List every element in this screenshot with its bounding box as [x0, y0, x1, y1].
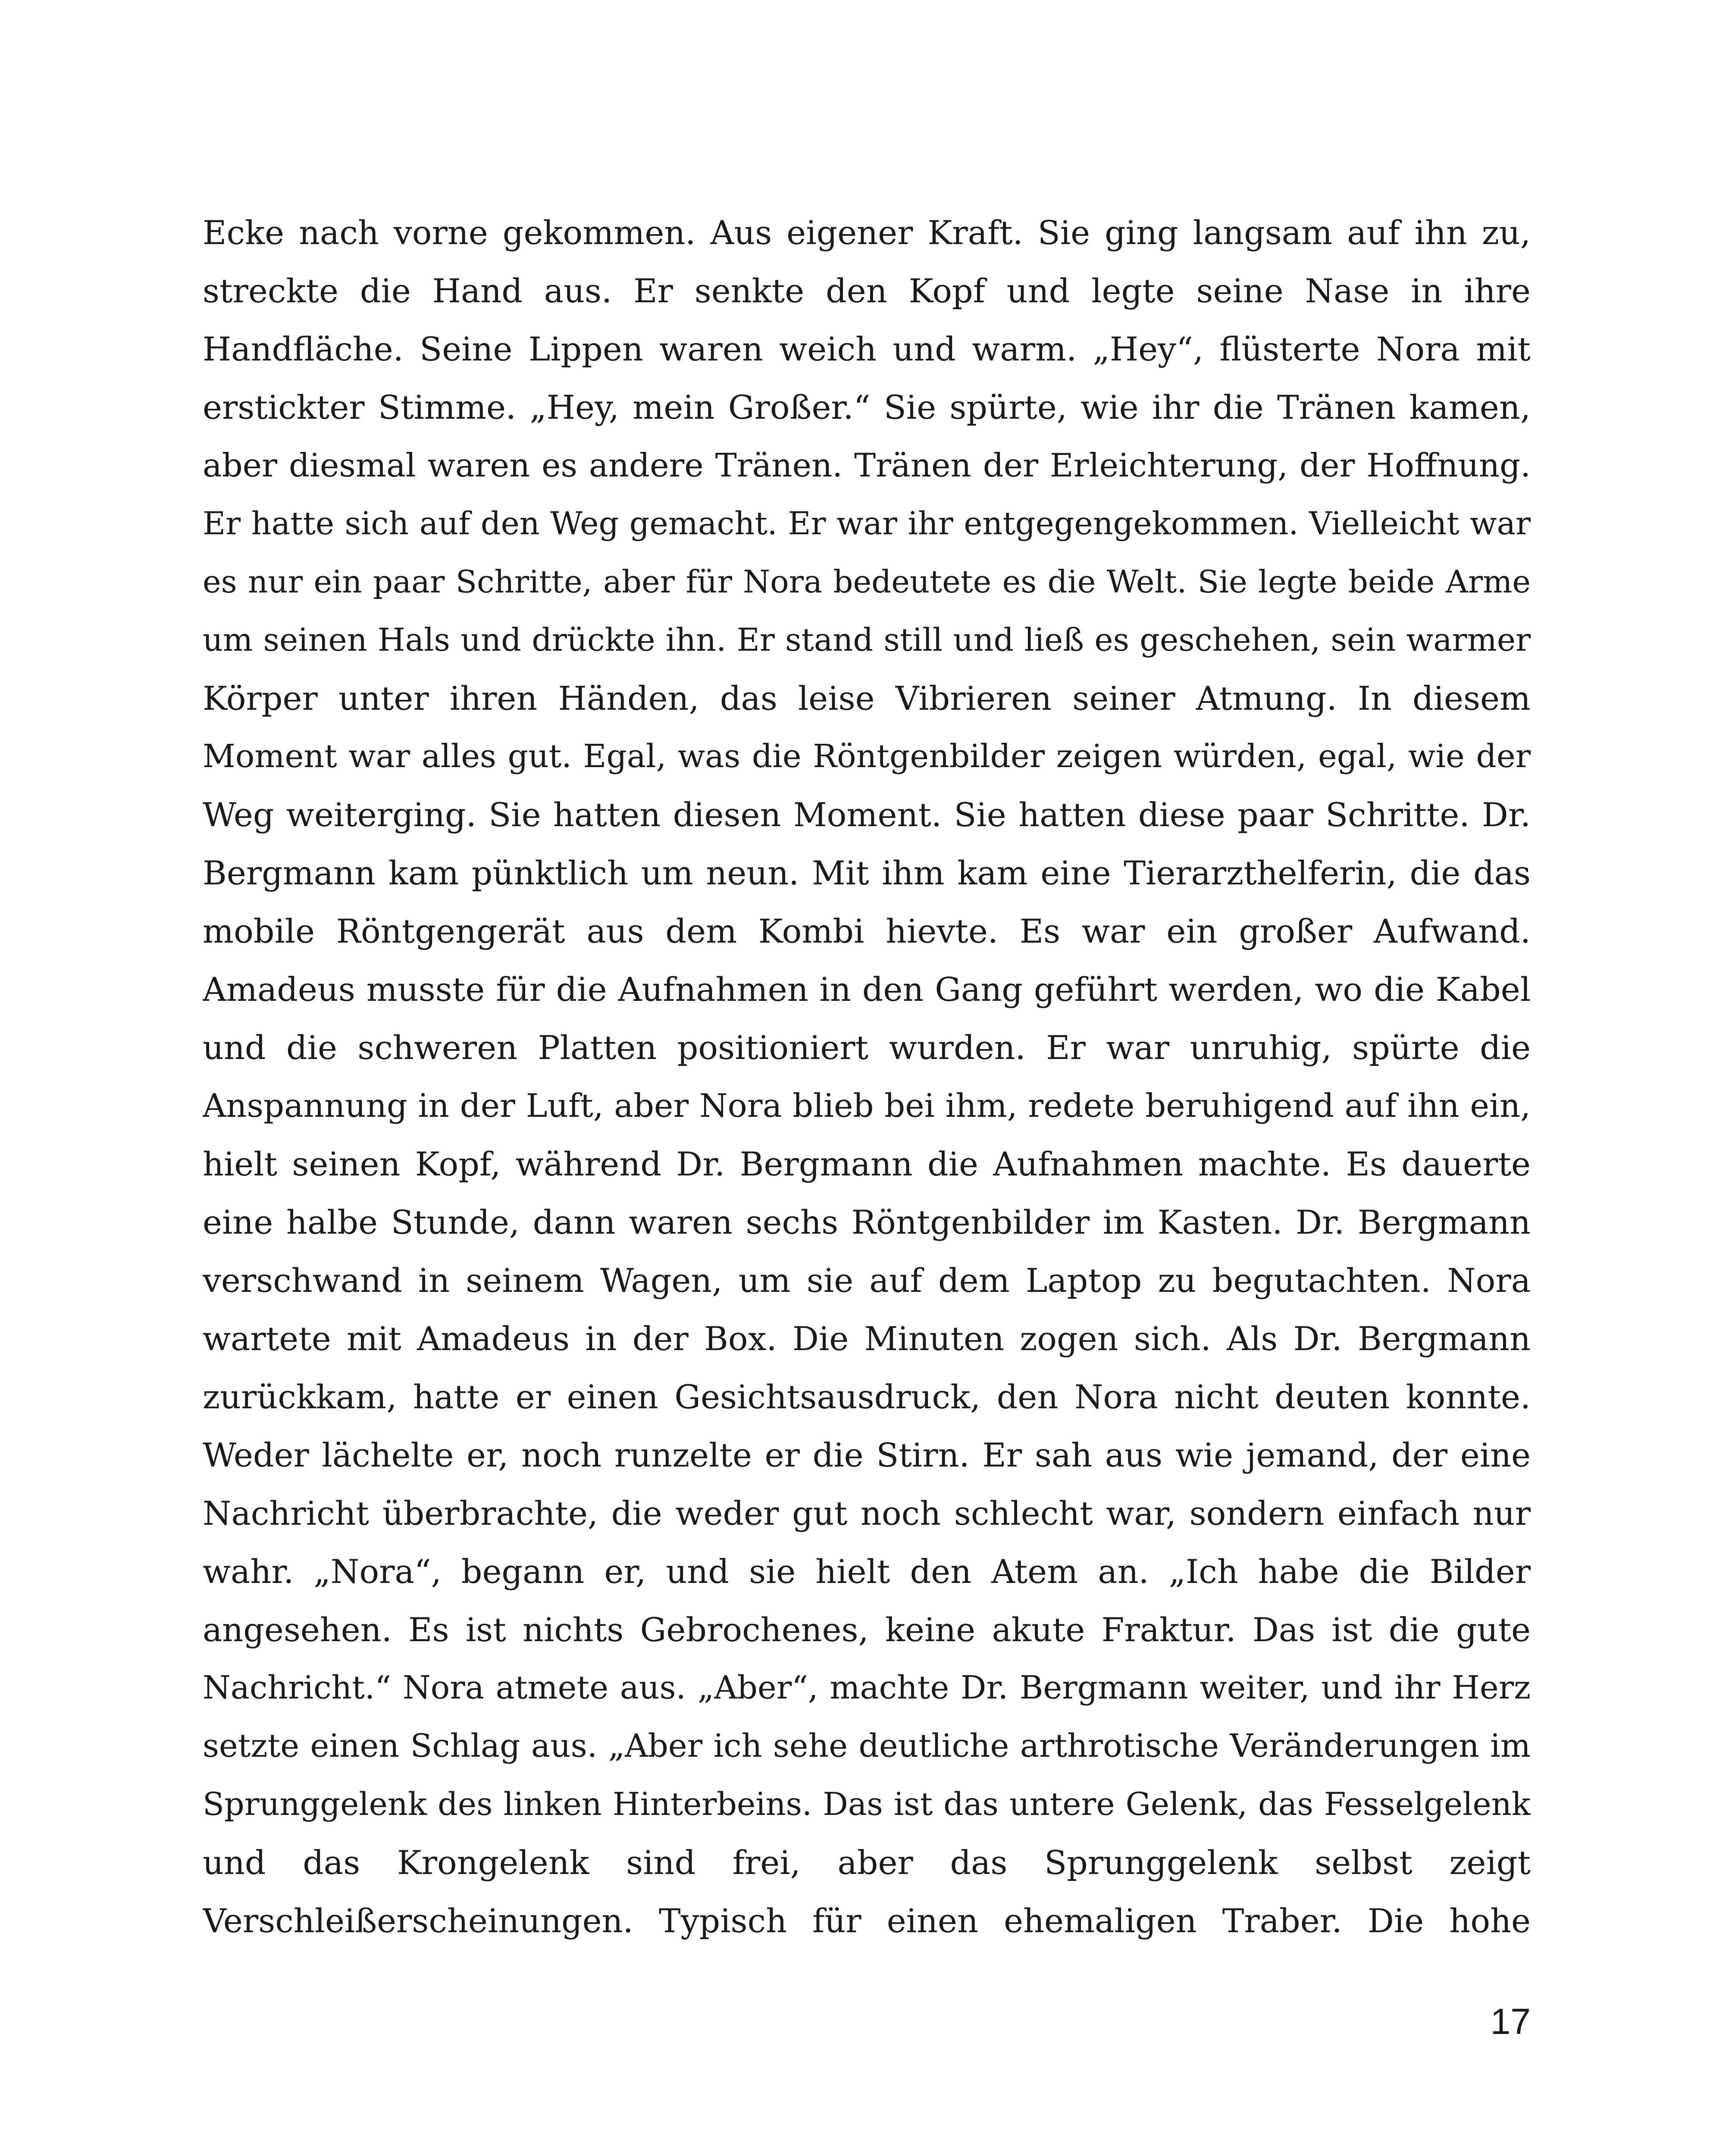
- text-line: mobile Röntgengerät aus dem Kombi hievte. Es war ein großer Aufwand.: [203, 912, 1531, 950]
- text-line: wartete mit Amadeus in der Box. Die Minuten zogen sich. Als Dr. Bergmann: [203, 1319, 1531, 1358]
- text-line: Er hatte sich auf den Weg gemacht. Er war ihr entgegengekommen. Vielleicht war: [203, 505, 1531, 542]
- text-line: verschwand in seinem Wagen, um sie auf dem Laptop zu begutachten. Nora: [203, 1261, 1531, 1300]
- text-line: Moment war alles gut. Egal, was die Röntgenbilder zeigen würden, egal, wie der: [203, 738, 1531, 775]
- text-line: Nachricht überbrachte, die weder gut noch schlecht war, sondern einfach nur: [203, 1494, 1531, 1532]
- text-line: Nachricht.“ Nora atmete aus. „Aber“, machte Dr. Bergmann weiter, und ihr Herz: [203, 1669, 1531, 1706]
- text-line: Verschleißerscheinungen. Typisch für einen ehemaligen Traber. Die hohe: [203, 1902, 1531, 1940]
- text-line: um seinen Hals und drückte ihn. Er stand still und ließ es geschehen, sein warmer: [203, 622, 1531, 658]
- text-line: angesehen. Es ist nichts Gebrochenes, keine akute Fraktur. Das ist die gute: [203, 1611, 1531, 1649]
- body-text: [203, 204, 1531, 1950]
- text-line: Ecke nach vorne gekommen. Aus eigener Kraft. Sie ging langsam auf ihn zu,: [203, 213, 1531, 252]
- text-line: aber diesmal waren es andere Tränen. Tränen der Erleichterung, der Hoffnung.: [203, 446, 1531, 484]
- text-line: Bergmann kam pünktlich um neun. Mit ihm kam eine Tierarzthelferin, die das: [203, 854, 1531, 892]
- text-line: Amadeus musste für die Aufnahmen in den Gang geführt werden, wo die Kabel: [203, 970, 1531, 1009]
- text-line: Handfläche. Seine Lippen waren weich und warm. „Hey“, flüsterte Nora mit: [203, 330, 1531, 368]
- text-line: Weg weiterging. Sie hatten diesen Moment. Sie hatten diese paar Schritte. Dr.: [203, 796, 1531, 834]
- text-line: Körper unter ihren Händen, das leise Vibrieren seiner Atmung. In diesem: [203, 679, 1531, 718]
- text-line: Weder lächelte er, noch runzelte er die Stirn. Er sah aus wie jemand, der eine: [203, 1436, 1531, 1474]
- text-line: und das Krongelenk sind frei, aber das Sprunggelenk selbst zeigt: [203, 1843, 1531, 1882]
- text-line: Anspannung in der Luft, aber Nora blieb bei ihm, redete beruhigend auf ihn ein,: [203, 1087, 1531, 1125]
- text-line: erstickter Stimme. „Hey, mein Großer.“ Sie spürte, wie ihr die Tränen kamen,: [203, 388, 1531, 426]
- text-line: zurückkam, hatte er einen Gesichtsausdruck, den Nora nicht deuten konnte.: [203, 1378, 1531, 1416]
- text-line: streckte die Hand aus. Er senkte den Kopf und legte seine Nase in ihre: [203, 272, 1531, 310]
- text-line: wahr. „Nora“, begann er, und sie hielt den Atem an. „Ich habe die Bilder: [203, 1552, 1531, 1591]
- text-line: setzte einen Schlag aus. „Aber ich sehe deutliche arthrotische Veränderungen im: [203, 1727, 1531, 1764]
- text-line: und die schweren Platten positioniert wurden. Er war unruhig, spürte die: [203, 1028, 1531, 1067]
- text-line: es nur ein paar Schritte, aber für Nora bedeutete es die Welt. Sie legte beide Arme: [203, 564, 1531, 600]
- text-line: hielt seinen Kopf, während Dr. Bergmann die Aufnahmen machte. Es dauerte: [203, 1145, 1531, 1183]
- text-line: Sprunggelenk des linken Hinterbeins. Das ist das untere Gelenk, das Fesselgelenk: [203, 1786, 1531, 1823]
- text-line: eine halbe Stunde, dann waren sechs Röntgenbilder im Kasten. Dr. Bergmann: [203, 1203, 1531, 1241]
- page-number: 17: [1490, 2001, 1531, 2042]
